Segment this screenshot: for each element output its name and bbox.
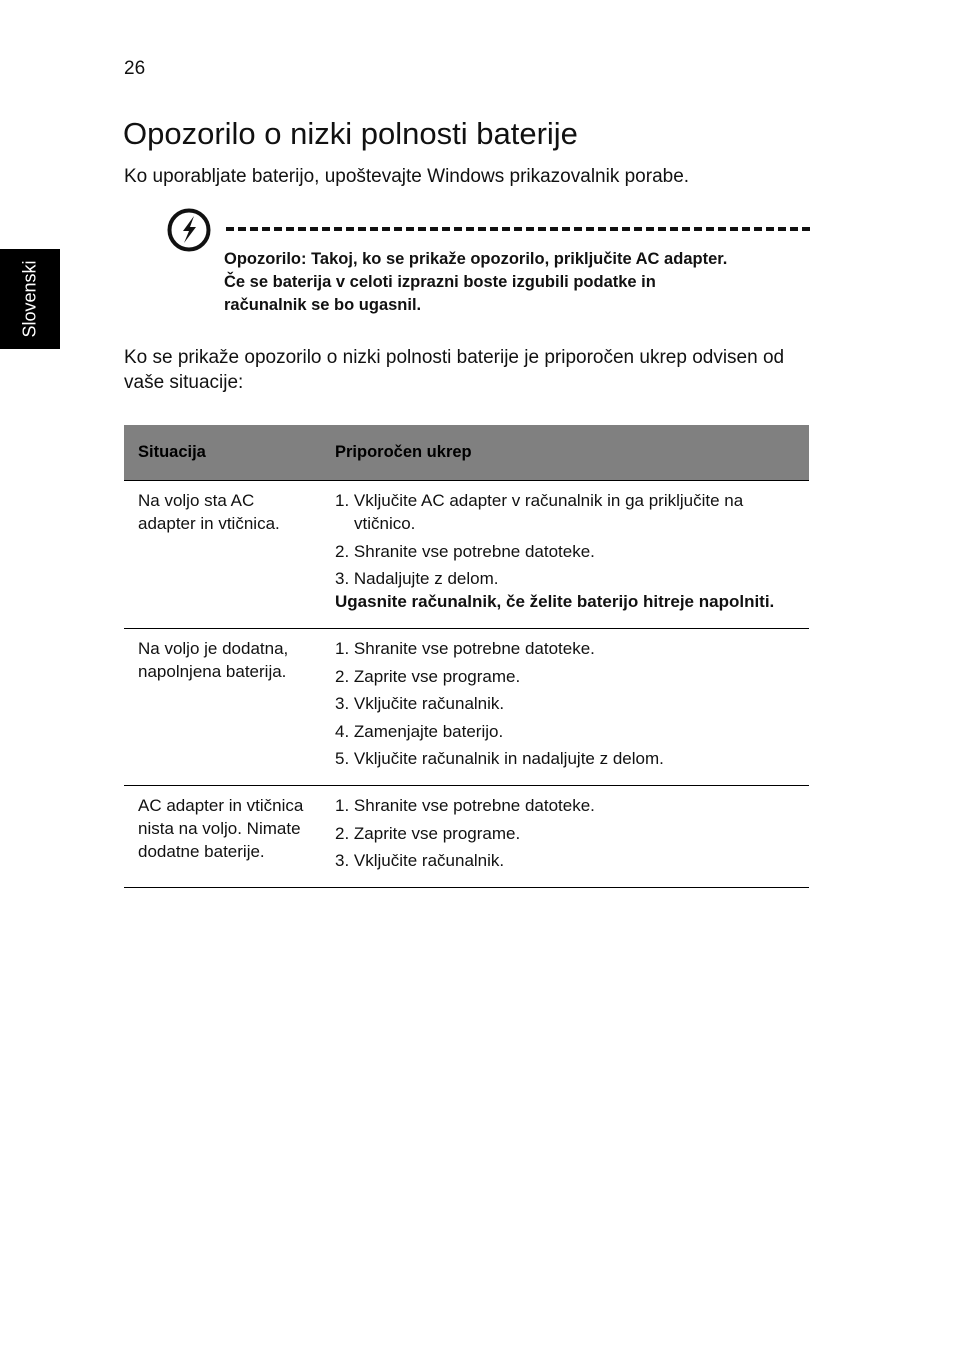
steps-list bbox=[335, 489, 799, 590]
lightning-warning-icon bbox=[166, 207, 212, 253]
step-item: 2. Zaprite vse programe. bbox=[335, 666, 521, 686]
table-row bbox=[124, 786, 809, 888]
step-item: 3. Nadaljujte z delom. bbox=[335, 569, 499, 588]
column-header-action: Priporočen ukrep bbox=[321, 425, 809, 481]
step-item: 1. Shranite vse potrebne datoteke. bbox=[335, 796, 595, 815]
step-item: 1. Vključite AC adapter v računalnik in ga priključite na vtičnico. bbox=[335, 491, 744, 533]
action-table bbox=[124, 425, 809, 888]
warning-line: Opozorilo: Takoj, ko se prikaže opozorilo, priključite AC adapter. bbox=[224, 250, 728, 268]
table-row bbox=[124, 629, 809, 786]
warning-line: računalnik se bo ugasnil. bbox=[224, 296, 422, 314]
step-item: 2. Zaprite vse programe. bbox=[335, 823, 521, 843]
warning-divider bbox=[226, 227, 810, 231]
situation-cell: Na voljo sta AC adapter in vtičnica. bbox=[124, 481, 321, 629]
action-cell bbox=[321, 786, 809, 888]
page-title: Opozorilo o nizki polnosti baterije bbox=[123, 116, 578, 151]
steps-list bbox=[335, 637, 799, 770]
language-tab-label: Slovenski bbox=[19, 260, 40, 338]
warning-text bbox=[224, 248, 804, 317]
step-item: 4. Zamenjajte baterijo. bbox=[335, 721, 504, 741]
step-item: 3. Vključite računalnik. bbox=[335, 851, 505, 870]
situation-cell: AC adapter in vtičnica nista na voljo. Nimate dodatne baterije. bbox=[124, 786, 321, 888]
lead-paragraph: Ko se prikaže opozorilo o nizki polnosti baterije je priporočen ukrep odvisen od vaše situacije: bbox=[124, 347, 785, 393]
steps-list bbox=[335, 794, 799, 872]
table-header-row bbox=[124, 425, 809, 481]
situation-cell: Na voljo je dodatna, napolnjena baterija. bbox=[124, 629, 321, 786]
step-item: 2. Shranite vse potrebne datoteke. bbox=[335, 541, 595, 561]
action-cell bbox=[321, 481, 809, 629]
intro-text: Ko uporabljate baterijo, upoštevajte Windows prikazovalnik porabe. bbox=[124, 166, 690, 187]
action-cell bbox=[321, 629, 809, 786]
page-number: 26 bbox=[124, 58, 146, 79]
step-note: Ugasnite računalnik, če želite baterijo hitreje napolniti. bbox=[335, 592, 775, 611]
language-tab bbox=[0, 249, 60, 349]
step-item: 1. Shranite vse potrebne datoteke. bbox=[335, 639, 595, 658]
step-item: 5. Vključite računalnik in nadaljujte z delom. bbox=[335, 749, 664, 768]
warning-line: Če se baterija v celoti izprazni boste izgubili podatke in bbox=[224, 273, 656, 291]
column-header-situation: Situacija bbox=[124, 425, 321, 481]
table-row bbox=[124, 481, 809, 629]
step-item: 3. Vključite računalnik. bbox=[335, 694, 505, 713]
